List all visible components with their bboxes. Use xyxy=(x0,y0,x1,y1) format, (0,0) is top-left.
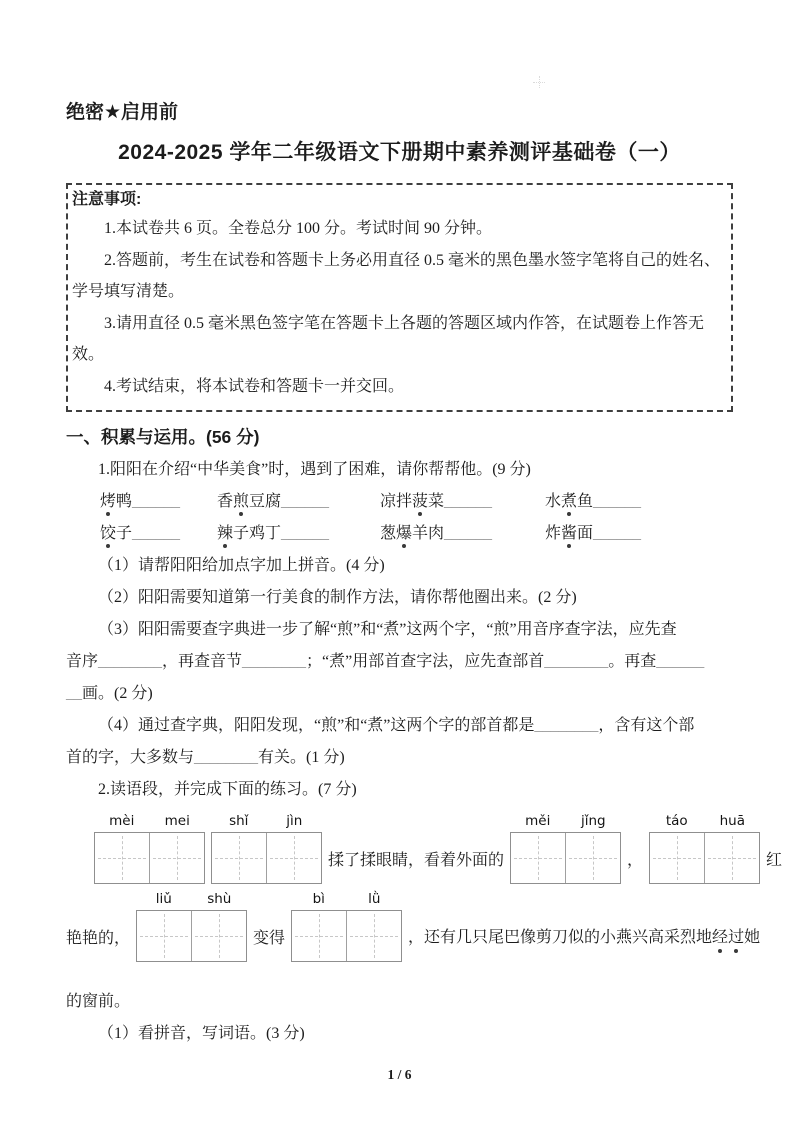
question-1-sub-3-line-1: （3）阳阳需要查字典进一步了解“煎”和“煮”这两个字，“煎”用音序查字法，应先查 xyxy=(98,621,677,638)
dotted-char: 煮 xyxy=(561,493,578,510)
tianzige-grid xyxy=(211,813,322,884)
food-item-lazijiding: 辣子鸡丁______ xyxy=(217,525,330,542)
food-item-jiaozi: 饺子______ xyxy=(100,525,181,542)
pinyin-label: měi jǐng xyxy=(525,813,606,829)
answer-blank: ________ xyxy=(534,717,599,734)
section-1-heading: 一、积累与运用。(56 分) xyxy=(66,427,260,447)
writing-box xyxy=(94,832,205,884)
question-2-stem: 2.读语段，并完成下面的练习。(7 分) xyxy=(98,781,357,798)
food-item-congbaoyangrou: 葱爆羊肉______ xyxy=(380,525,493,542)
answer-blank: __ xyxy=(66,685,82,702)
passage-text: 红 xyxy=(766,851,783,869)
dotted-char: 爆 xyxy=(396,525,413,542)
dotted-char: 煎 xyxy=(233,493,250,510)
notice-line-2-cont: 学号填写清楚。 xyxy=(72,283,185,300)
page-number: 1 / 6 xyxy=(387,1067,412,1082)
writing-box xyxy=(649,832,760,884)
notice-line-4: 4.考试结束，将本试卷和答题卡一并交回。 xyxy=(104,377,405,395)
pinyin-label: shǐ jìn xyxy=(229,813,303,829)
passage-row-2 xyxy=(66,891,761,962)
pinyin-label: liǔ shù xyxy=(155,891,232,907)
dotted-char: 经 xyxy=(712,929,729,947)
dotted-char: 烤 xyxy=(100,493,117,510)
passage-text: ， xyxy=(627,851,644,869)
answer-blank: ______ xyxy=(281,525,330,542)
passage-row-3: 的窗前。 xyxy=(66,993,131,1010)
notice-line-3: 3.请用直径 0.5 毫米黑色签字笔在答题卡上各题的答题区域内作答，在试题卷上作答无 xyxy=(104,314,705,332)
answer-blank: ________ xyxy=(544,653,609,670)
writing-box xyxy=(291,910,402,962)
food-items-list xyxy=(66,486,733,550)
writing-box xyxy=(211,832,322,884)
passage-text: 艳艳的， xyxy=(66,929,131,947)
answer-blank: ______ xyxy=(281,493,330,510)
answer-blank: ______ xyxy=(593,525,642,542)
writing-box xyxy=(136,910,247,962)
passage-text: ，还有几只尾巴像剪刀似的小燕兴高采烈地经过她 xyxy=(408,929,761,947)
question-1-sub-4-line-2: 首的字，大多数与________有关。(1 分) xyxy=(66,749,345,766)
tianzige-grid xyxy=(94,813,205,884)
food-item-liangbanbocai: 凉拌菠菜______ xyxy=(380,493,493,510)
answer-blank: ________ xyxy=(242,653,307,670)
passage-row-1 xyxy=(66,813,783,884)
food-item-zhajiangmian: 炸酱面______ xyxy=(545,525,642,542)
dotted-char: 饺 xyxy=(100,525,117,542)
pinyin-label: bì lǜ xyxy=(312,891,381,907)
answer-blank: ________ xyxy=(194,749,259,766)
dotted-char: 菠 xyxy=(412,493,429,510)
food-item-xiangjiandoufu: 香煎豆腐______ xyxy=(217,493,330,510)
question-1-stem: 1.阳阳在介绍“中华美食”时，遇到了困难，请你帮帮他。(9 分) xyxy=(98,461,531,478)
page-title: 2024-2025 学年二年级语文下册期中素养测评基础卷（一） xyxy=(118,141,681,164)
passage-text: 揉了揉眼睛，看着外面的 xyxy=(328,851,505,869)
answer-blank: ________ xyxy=(98,653,163,670)
answer-blank: ______ xyxy=(593,493,642,510)
tianzige-grid xyxy=(510,813,621,884)
question-1-sub-2: （2）阳阳需要知道第一行美食的制作方法，请你帮他圈出来。(2 分) xyxy=(98,589,577,606)
answer-blank: ______ xyxy=(656,653,705,670)
passage-text: 变得 xyxy=(253,929,286,947)
question-1-sub-4-line-1: （4）通过查字典，阳阳发现，“煎”和“煮”这两个字的部首都是________，含有这个部 xyxy=(98,717,695,734)
notice-heading: 注意事项: xyxy=(72,191,142,208)
answer-blank: ______ xyxy=(444,525,493,542)
writing-box xyxy=(510,832,621,884)
question-1-sub-3-line-2: 音序________，再查音节________；“煮”用部首查字法，应先查部首________。再查______ xyxy=(66,653,705,670)
food-item-kaoya: 烤鸭______ xyxy=(100,493,181,510)
answer-blank: ______ xyxy=(444,493,493,510)
dotted-char: 辣 xyxy=(217,525,234,542)
notice-line-3-cont: 效。 xyxy=(72,346,105,363)
pinyin-label: mèi mei xyxy=(109,813,190,829)
question-1-sub-1: （1）请帮阳阳给加点字加上拼音。(4 分) xyxy=(98,557,385,574)
notice-box xyxy=(66,183,733,412)
pinyin-label: táo huā xyxy=(665,813,745,829)
notice-line-1: 1.本试卷共 6 页。全卷总分 100 分。考试时间 90 分钟。 xyxy=(104,220,493,237)
secrecy-label: 绝密★启用前 xyxy=(66,102,179,123)
answer-blank: ______ xyxy=(132,493,181,510)
tianzige-grid xyxy=(291,891,402,962)
tianzige-grid xyxy=(136,891,247,962)
scan-artifact xyxy=(531,74,547,90)
answer-blank: ______ xyxy=(132,525,181,542)
question-2-sub-1: （1）看拼音，写词语。(3 分) xyxy=(98,1025,305,1042)
question-1-sub-3-line-3: __画。(2 分) xyxy=(66,685,153,702)
notice-line-2: 2.答题前，考生在试卷和答题卡上务必用直径 0.5 毫米的黑色墨水签字笔将自己的姓名、 xyxy=(104,251,721,269)
tianzige-grid xyxy=(649,813,760,884)
food-item-shuizhuyu: 水煮鱼______ xyxy=(545,493,642,510)
dotted-char: 过 xyxy=(728,929,745,947)
dotted-char: 酱 xyxy=(561,525,578,542)
